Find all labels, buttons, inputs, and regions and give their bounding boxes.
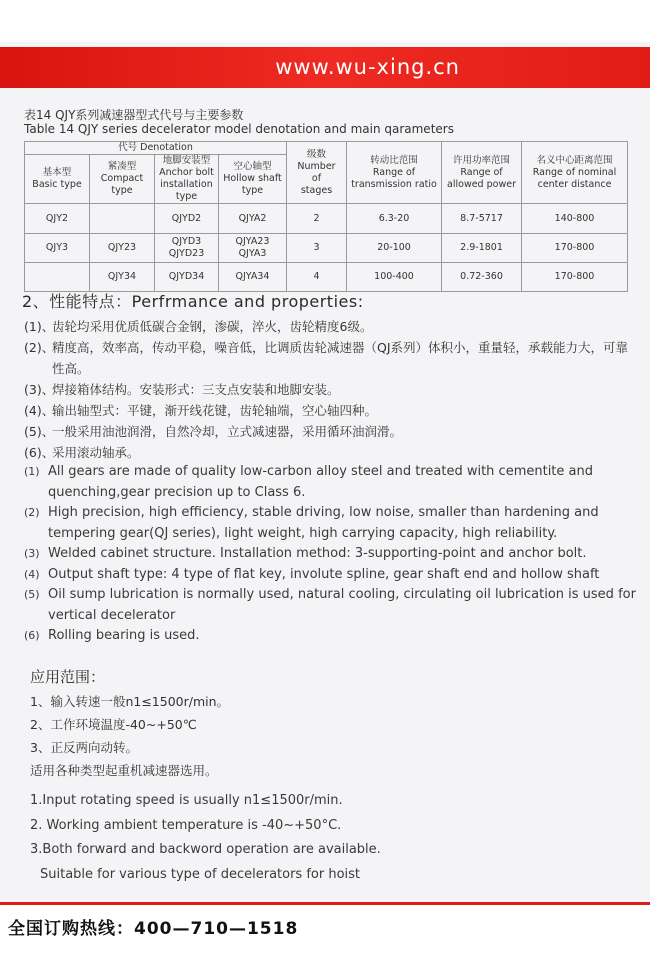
header-center-cn: 名义中心距离范围 <box>536 154 613 166</box>
denotation-header: 代号 Denotation <box>25 142 287 155</box>
list-item <box>24 379 634 400</box>
cell-hollow: QJYA2 <box>219 204 287 234</box>
header-basic-cn: 基本型 <box>42 167 72 178</box>
header-compact <box>90 155 155 204</box>
cell-stages: 3 <box>287 234 347 263</box>
item-text: 输出轴型式：平键，渐开线花键，齿轮轴端，空心轴四种。 <box>52 403 378 418</box>
list-item <box>24 442 634 463</box>
list-item: 1.Input rotating speed is usually n1≤1500r/min. <box>30 793 343 808</box>
performance-list-cn <box>24 316 634 463</box>
cell-basic <box>25 263 90 292</box>
application-list-cn <box>30 690 630 782</box>
cell-power: 0.72-360 <box>442 263 522 292</box>
cell-center: 140-800 <box>522 204 628 234</box>
cell-stages: 4 <box>287 263 347 292</box>
list-item <box>24 337 634 379</box>
cell-basic: QJY3 <box>25 234 90 263</box>
item-number: (3) <box>24 547 40 560</box>
list-item <box>24 421 634 442</box>
cell-hollow <box>219 234 287 263</box>
item-text: Rolling bearing is used. <box>48 628 200 643</box>
item-number: (5) <box>24 588 40 601</box>
website-banner <box>0 47 650 88</box>
item-number: (2) <box>24 506 40 519</box>
cell-anchor-line1: QJYD3 <box>171 236 202 247</box>
header-basic <box>25 155 90 204</box>
table-row <box>25 204 628 234</box>
application-title: 应用范围： <box>30 668 106 686</box>
list-item: 3.Both forward and backword operation are available. <box>30 842 381 857</box>
item-number: (1)、 <box>24 319 55 334</box>
list-item: 适用各种类型起重机减速器选用。 <box>30 763 218 778</box>
cell-anchor-line2: QJYD23 <box>168 248 205 259</box>
list-item <box>24 503 636 544</box>
header-hollow <box>219 155 287 204</box>
table-row <box>25 234 628 263</box>
item-text: 焊接箱体结构。安装形式：三支点安装和地脚安装。 <box>52 382 340 397</box>
item-number: (6) <box>24 629 40 642</box>
list-item <box>24 316 634 337</box>
header-center-en: Range of nominal <box>532 166 617 178</box>
list-item: 2、工作环境温度-40~+50℃ <box>30 717 197 732</box>
item-number: (1) <box>24 465 40 478</box>
item-text: 一般采用油池润滑，自然冷却，立式减速器，采用循环油润滑。 <box>52 424 403 439</box>
item-number: (6)、 <box>24 445 55 460</box>
cell-anchor <box>155 234 219 263</box>
cell-ratio: 100-400 <box>347 263 442 292</box>
list-item: 2. Working ambient temperature is -40~+50°C. <box>30 817 342 833</box>
list-item: 1、输入转速一般n1≤1500r/min。 <box>30 694 230 709</box>
list-item <box>24 585 636 626</box>
header-anchor <box>155 155 219 204</box>
list-item <box>24 626 636 647</box>
list-item: 3、正反两向动转。 <box>30 740 138 755</box>
header-anchor-cn: 地脚安装型 <box>162 155 211 166</box>
header-power-en: Range of <box>460 166 503 178</box>
cell-stages: 2 <box>287 204 347 234</box>
item-number: (4) <box>24 567 40 581</box>
header-ratio-cn: 转动比范围 <box>370 154 418 166</box>
cell-basic: QJY2 <box>25 204 90 234</box>
header-compact-en: Compact type <box>100 173 144 196</box>
header-power-cn: 许用功率范围 <box>453 154 511 166</box>
header-anchor-en2: installation type <box>160 179 213 202</box>
header-stages-cn: 级数 <box>307 148 327 160</box>
header-center <box>522 142 628 204</box>
list-item <box>24 544 636 565</box>
cell-hollow-line2: QJYA3 <box>238 248 267 259</box>
item-text: 采用滚动轴承。 <box>52 445 140 460</box>
performance-title: 2、性能特点：Perfrmance and properties: <box>22 292 364 311</box>
cell-compact <box>90 204 155 234</box>
cell-center: 170-800 <box>522 234 628 263</box>
header-stages-en: Number <box>297 160 336 172</box>
table-row <box>25 263 628 292</box>
item-number: (3)、 <box>24 382 55 397</box>
header-power <box>442 142 522 204</box>
cell-ratio: 6.3-20 <box>347 204 442 234</box>
hotline-text: 全国订购热线：400—710—1518 <box>8 919 299 939</box>
item-text: All gears are made of quality low-carbon alloy steel and treated with cementite and quenching,gear precision up to Class 6. <box>48 464 593 500</box>
website-url[interactable]: www.wu-xing.cn <box>275 55 460 79</box>
cell-hollow-line1: QJYA23 <box>235 236 270 247</box>
list-item <box>24 565 636 586</box>
list-item <box>24 400 634 421</box>
list-item <box>24 462 636 503</box>
item-number: (4)、 <box>24 403 55 418</box>
cell-power: 8.7-5717 <box>442 204 522 234</box>
item-number: (5)、 <box>24 424 55 439</box>
item-text: 齿轮均采用优质低碳合金钢，渗碳，淬火，齿轮精度6级。 <box>52 319 373 334</box>
item-text: Oil sump lubrication is normally used, natural cooling, circulating oil lubrication is used for vertical decelerator <box>48 587 636 623</box>
cell-ratio: 20-100 <box>347 234 442 263</box>
item-text: 精度高，效率高，传动平稳，噪音低，比调质齿轮减速器（QJ系列）体积小，重量轻，承载能力大，可靠性高。 <box>52 340 629 376</box>
header-hollow-cn: 空心轴型 <box>233 161 272 172</box>
cell-anchor: QJYD34 <box>155 263 219 292</box>
header-anchor-en: Anchor bolt <box>159 167 214 178</box>
cell-compact: QJY23 <box>90 234 155 263</box>
header-ratio-en: Range of <box>372 166 416 178</box>
item-text: High precision, high efficiency, stable driving, low noise, smaller than hardening and tempering gear(QJ series), light weight, high carrying capacity, high reliability. <box>48 505 599 541</box>
header-basic-en: Basic type <box>32 179 82 190</box>
header-center-en2: center distance <box>537 178 612 190</box>
item-text: Output shaft type: 4 type of flat key, involute spline, gear shaft end and hollow shaft <box>48 566 600 582</box>
cell-anchor: QJYD2 <box>155 204 219 234</box>
cell-power: 2.9-1801 <box>442 234 522 263</box>
item-text: Welded cabinet structure. Installation method: 3-supporting-point and anchor bolt. <box>48 546 587 561</box>
header-compact-cn: 紧凑型 <box>107 161 137 172</box>
header-stages <box>287 142 347 204</box>
performance-list-en <box>24 462 636 647</box>
spec-table <box>24 141 628 292</box>
cell-hollow: QJYA34 <box>219 263 287 292</box>
header-power-en2: allowed power <box>447 178 516 190</box>
header-stages-en2: of <box>311 172 322 184</box>
footer-divider <box>0 902 650 905</box>
header-ratio-en2: transmission ratio <box>351 178 437 190</box>
header-stages-en3: stages <box>300 184 333 196</box>
table-caption-cn: 表14 QJY系列减速器型式代号与主要参数 <box>24 108 244 122</box>
application-list-en <box>30 789 630 887</box>
suitable-note: Suitable for various type of decelerators for hoist <box>40 866 361 882</box>
cell-center: 170-800 <box>522 263 628 292</box>
header-ratio <box>347 142 442 204</box>
header-hollow-en: Hollow shaft type <box>223 173 282 196</box>
item-number: (2)、 <box>24 340 55 355</box>
table-caption-en: Table 14 QJY series decelerator model denotation and main qarameters <box>24 122 454 136</box>
cell-compact: QJY34 <box>90 263 155 292</box>
